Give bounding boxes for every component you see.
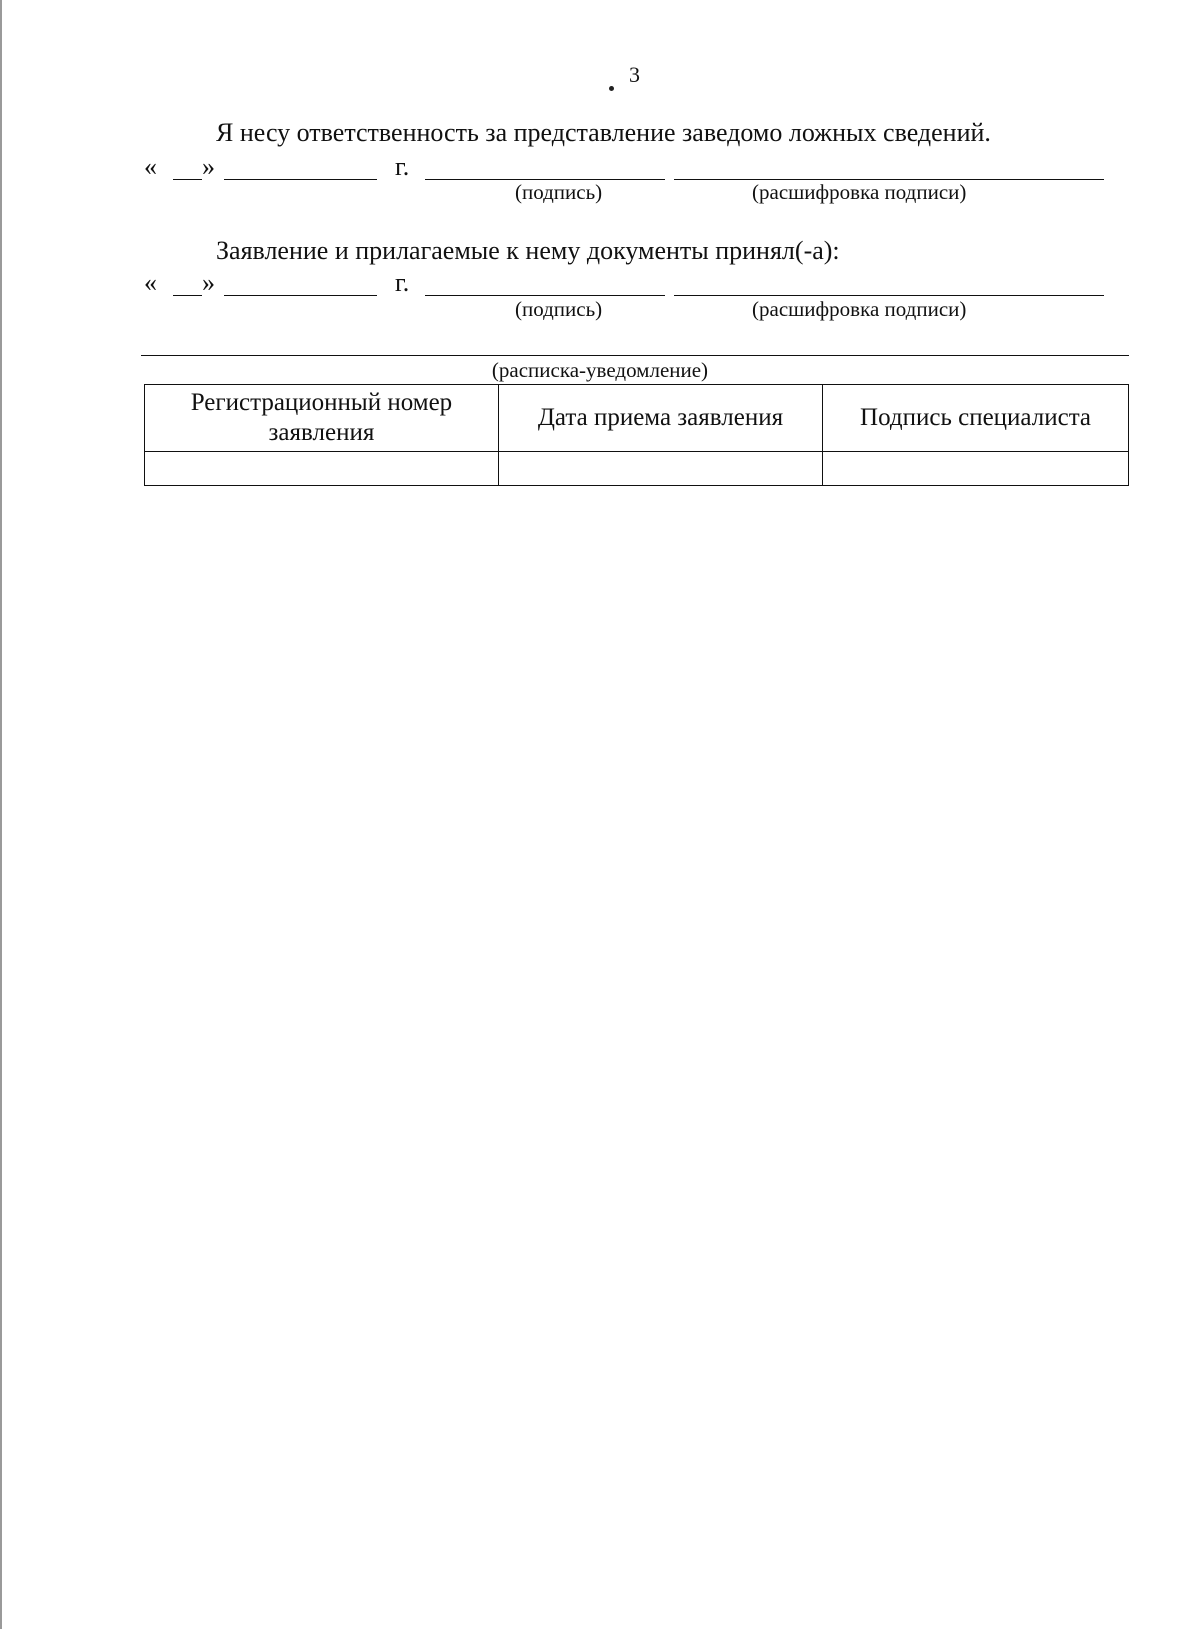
- receipt-separator-line: [141, 355, 1129, 356]
- year-suffix: г.: [395, 268, 410, 297]
- signature-decode-caption: (расшифровка подписи): [752, 297, 967, 321]
- column-header-registration-number: Регистрационный номер заявления: [145, 385, 499, 452]
- receipt-header-row: [145, 385, 1129, 452]
- month-blank-field[interactable]: [224, 295, 377, 296]
- signature-decode-blank-field[interactable]: [674, 295, 1104, 296]
- registration-number-cell[interactable]: [145, 452, 499, 486]
- date-close-quote: »: [202, 268, 215, 297]
- column-header-specialist-signature: Подпись специалиста: [823, 385, 1129, 452]
- day-blank-field[interactable]: [173, 179, 202, 180]
- acceptance-statement: Заявление и прилагаемые к нему документы принял(-а):: [216, 236, 840, 265]
- signature-decode-caption: (расшифровка подписи): [752, 180, 967, 204]
- signature-caption: (подпись): [515, 297, 603, 321]
- day-blank-field[interactable]: [173, 295, 202, 296]
- acceptance-date-cell[interactable]: [498, 452, 822, 486]
- scan-dot: [609, 86, 614, 91]
- page-edge: [0, 0, 2, 1629]
- signature-caption: (подпись): [515, 180, 603, 204]
- column-header-acceptance-date: Дата приема заявления: [498, 385, 822, 452]
- receipt-table: [144, 384, 1129, 486]
- table-row: [145, 452, 1129, 486]
- page-number: 3: [629, 62, 640, 87]
- year-suffix: г.: [395, 152, 410, 181]
- date-open-quote: «: [144, 268, 157, 297]
- declaration-statement: Я несу ответственность за представление заведомо ложных сведений.: [216, 118, 991, 147]
- specialist-signature-cell[interactable]: [823, 452, 1129, 486]
- signature-blank-field[interactable]: [425, 295, 665, 296]
- month-blank-field[interactable]: [224, 179, 377, 180]
- date-close-quote: »: [202, 152, 215, 181]
- receipt-title: (расписка-уведомление): [491, 358, 709, 382]
- date-open-quote: «: [144, 152, 157, 181]
